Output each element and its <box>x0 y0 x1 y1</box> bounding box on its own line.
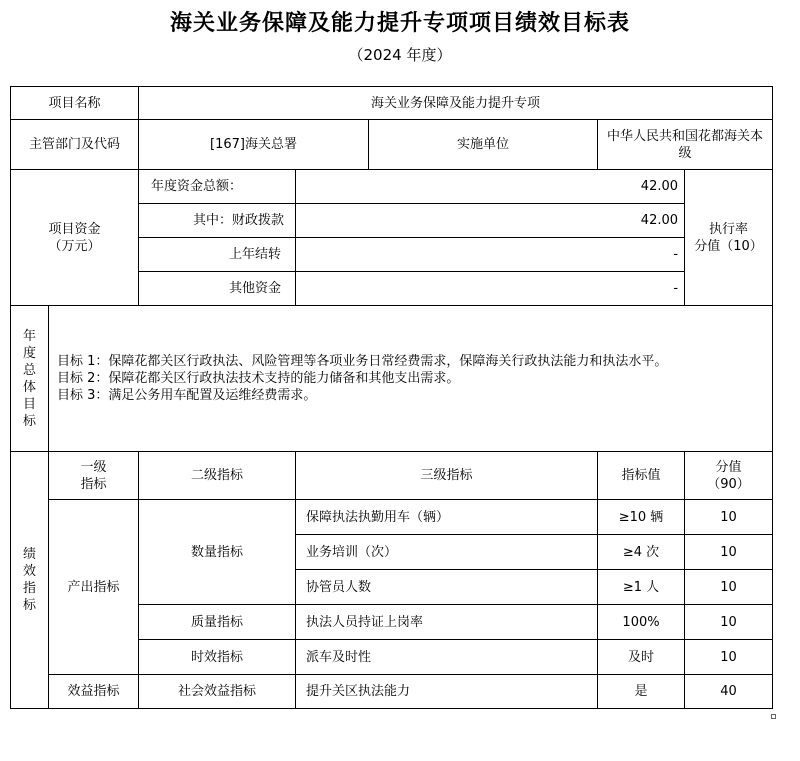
indicator-value: 及时 <box>598 640 685 675</box>
header-level3: 三级指标 <box>296 452 598 500</box>
project-name-row <box>11 87 773 120</box>
header-score <box>685 452 773 500</box>
performance-target-table <box>10 86 773 709</box>
indicators-label-char: 指 <box>22 581 36 596</box>
indicator-level3: 业务培训（次） <box>296 535 598 570</box>
indicator-score: 10 <box>685 605 773 640</box>
project-name-value: 海关业务保障及能力提升专项 <box>139 87 773 120</box>
project-name-label: 项目名称 <box>11 87 139 120</box>
indicator-value: ≥1 人 <box>598 570 685 605</box>
funds-label-line1: 项目资金 <box>48 221 101 237</box>
benefit-indicator-label: 效益指标 <box>49 675 139 709</box>
goals-content <box>49 306 773 452</box>
indicators-label-char: 绩 <box>22 547 36 562</box>
indicator-score: 10 <box>685 640 773 675</box>
funds-carryover-label: 上年结转 <box>139 238 296 272</box>
funds-other-value: - <box>296 272 685 306</box>
goal-item-3: 目标 3：满足公务用车配置及运维经费需求。 <box>57 388 317 403</box>
goals-label-char: 目 <box>22 396 36 412</box>
execution-score-line2: 分值（10） <box>694 238 763 254</box>
department-label: 主管部门及代码 <box>11 120 139 170</box>
header-level2: 二级指标 <box>139 452 296 500</box>
goals-label <box>11 306 49 452</box>
department-row <box>11 120 773 170</box>
indicators-label-char: 标 <box>22 598 36 613</box>
indicators-label <box>11 452 49 709</box>
quantity-indicator-label: 数量指标 <box>139 500 296 605</box>
funds-total-label: 年度资金总额： <box>139 170 296 204</box>
header-score-line1: 分值 <box>715 459 742 475</box>
page-title: 海关业务保障及能力提升专项项目绩效目标表 <box>169 11 630 36</box>
timeliness-indicator-label: 时效指标 <box>139 640 296 675</box>
funds-fiscal-label: 其中：财政拨款 <box>139 204 296 238</box>
indicator-score: 10 <box>685 500 773 535</box>
department-value: [167]海关总署 <box>139 120 369 170</box>
funds-carryover-value: - <box>296 238 685 272</box>
goal-item-1: 目标 1：保障花都关区行政执法、风险管理等各项业务日常经费需求，保障海关行政执法能力和执法水平。 <box>57 354 668 369</box>
page-subtitle: （2024 年度） <box>348 46 452 64</box>
goals-label-char: 体 <box>22 379 36 395</box>
funds-label <box>11 170 139 306</box>
header-level1-line2: 指标 <box>80 476 107 492</box>
indicators-label-char: 效 <box>22 564 36 579</box>
funds-label-line2: （万元） <box>48 238 101 254</box>
table-end-marker <box>771 714 776 719</box>
indicator-score: 10 <box>685 570 773 605</box>
goal-item-2: 目标 2：保障花都关区行政执法技术支持的能力储备和其他支出需求。 <box>57 371 460 386</box>
output-indicator-label: 产出指标 <box>49 500 139 675</box>
implementing-unit-label: 实施单位 <box>369 120 598 170</box>
funds-row <box>11 170 773 204</box>
social-benefit-indicator-label: 社会效益指标 <box>139 675 296 709</box>
indicator-value: 是 <box>598 675 685 709</box>
indicator-value: 100% <box>598 605 685 640</box>
funds-total-value: 42.00 <box>296 170 685 204</box>
execution-score-line1: 执行率 <box>709 221 749 237</box>
indicator-row <box>11 500 773 535</box>
indicator-level3: 协管员人数 <box>296 570 598 605</box>
header-level1-line1: 一级 <box>80 459 107 475</box>
goals-label-char: 度 <box>22 345 36 361</box>
indicator-score: 10 <box>685 535 773 570</box>
goals-label-char: 标 <box>22 413 36 429</box>
indicator-level3: 提升关区执法能力 <box>296 675 598 709</box>
header-level1 <box>49 452 139 500</box>
indicator-score: 40 <box>685 675 773 709</box>
indicator-level3: 执法人员持证上岗率 <box>296 605 598 640</box>
goals-row <box>11 306 773 452</box>
execution-score-label <box>685 170 773 306</box>
indicator-header-row <box>11 452 773 500</box>
goals-label-char: 总 <box>22 362 36 378</box>
quality-indicator-label: 质量指标 <box>139 605 296 640</box>
indicator-value: ≥4 次 <box>598 535 685 570</box>
indicator-value: ≥10 辆 <box>598 500 685 535</box>
implementing-unit-value: 中华人民共和国花都海关本级 <box>598 120 773 170</box>
header-value: 指标值 <box>598 452 685 500</box>
indicator-level3: 派车及时性 <box>296 640 598 675</box>
indicator-level3: 保障执法执勤用车（辆） <box>296 500 598 535</box>
header-score-line2: （90） <box>707 476 750 492</box>
funds-fiscal-value: 42.00 <box>296 204 685 238</box>
funds-other-label: 其他资金 <box>139 272 296 306</box>
indicator-row <box>11 675 773 709</box>
goals-label-char: 年 <box>22 328 36 344</box>
